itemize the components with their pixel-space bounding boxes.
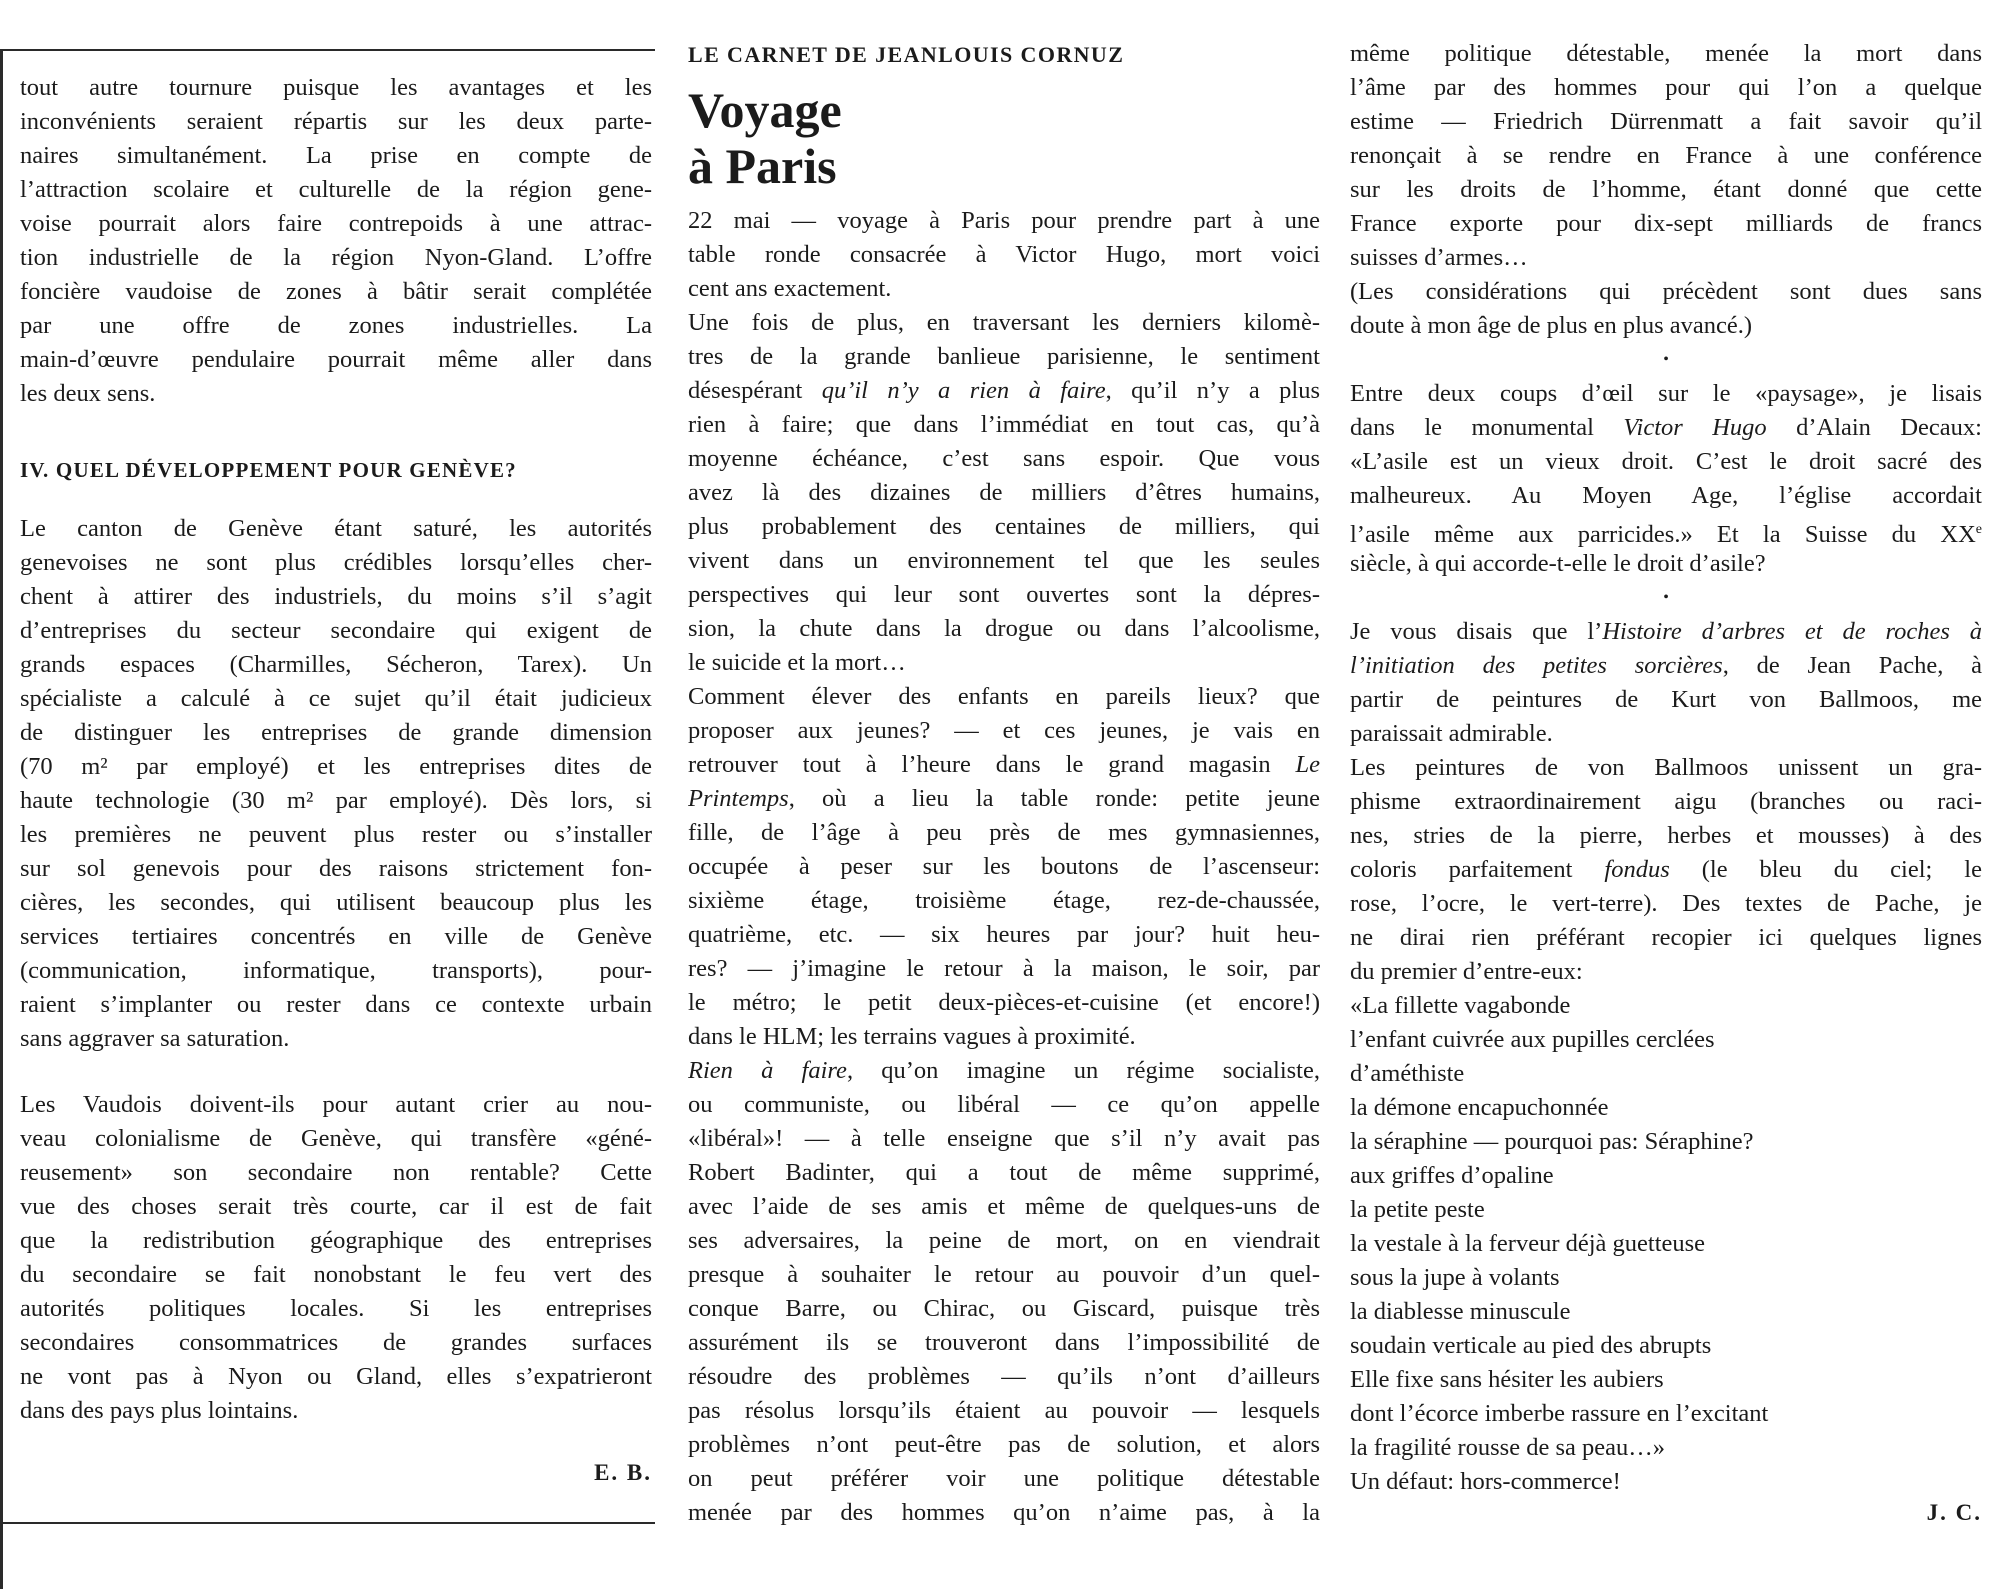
text-run: , qu’on imagine un régime socialiste, xyxy=(846,1057,1320,1084)
text-line: avec l’aide de ses amis et même de quelques-uns de xyxy=(688,1193,1320,1220)
text-line: voise pourrait alors faire contrepoids à une attrac- xyxy=(20,210,652,237)
text-line: res? — j’imagine le retour à la maison, le soir, par xyxy=(688,955,1320,982)
text-line: menée par des hommes qu’on n’aime pas, à la xyxy=(688,1499,1320,1526)
paragraph-1 xyxy=(20,71,652,411)
text-line xyxy=(1350,649,1982,683)
text-line: assurément ils se trouveront dans l’impossibilité de xyxy=(688,1329,1320,1356)
text-line: les deux sens. xyxy=(20,380,156,407)
text-line: sion, la chute dans la drogue ou dans l’alcoolisme, xyxy=(688,615,1320,642)
text-line: conque Barre, ou Chirac, ou Giscard, puisque très xyxy=(688,1295,1320,1322)
text-line: perspectives qui leur sont ouvertes sont la dépres- xyxy=(688,581,1320,608)
text-line: veau colonialisme de Genève, qui transfère «géné- xyxy=(20,1125,652,1152)
text-line: ses adversaires, la peine de mort, on en viendrait xyxy=(688,1227,1320,1254)
text-run: , où a lieu la table ronde: petite jeune xyxy=(788,785,1320,812)
column-border-line xyxy=(0,49,3,1589)
text-line: inconvénients seraient répartis sur les deux parte- xyxy=(20,108,652,135)
text-line: quatrième, etc. — six heures par jour? huit heu- xyxy=(688,921,1320,948)
text-run: (le bleu du ciel; le xyxy=(1669,856,1982,883)
text-line: (communication, informatique, transports), pour- xyxy=(20,957,652,984)
text-line: par une offre de zones industrielles. La xyxy=(20,312,652,339)
poem-line: soudain verticale au pied des abrupts xyxy=(1350,1332,1712,1359)
italic-run: Victor Hugo xyxy=(1623,414,1767,441)
italic-run: Le xyxy=(1295,751,1320,778)
text-line: grands espaces (Charmilles, Sécheron, Tarex). Un xyxy=(20,651,652,678)
text-line: avez là des dizaines de milliers d’êtres humains, xyxy=(688,479,1320,506)
text-line: du secondaire se fait nonobstant le feu vert des xyxy=(20,1261,652,1288)
text-line: foncière vaudoise de zones à bâtir serait complétée xyxy=(20,278,652,305)
text-line: Entre deux coups d’œil sur le «paysage», je lisais xyxy=(1350,380,1982,407)
poem-line: la séraphine — pourquoi pas: Séraphine? xyxy=(1350,1128,1754,1155)
text-line: (Les considérations qui précèdent sont dues sans xyxy=(1350,278,1982,305)
text-line xyxy=(688,374,1320,408)
text-run: Je vous disais que l’ xyxy=(1350,618,1603,645)
text-run: retrouver tout à l’heure dans le grand magasin xyxy=(688,751,1296,778)
paragraph-2 xyxy=(20,512,652,1056)
poem-line: la démone encapuchonnée xyxy=(1350,1094,1609,1121)
text-line: services tertiaires concentrés en ville de Genève xyxy=(20,923,652,950)
headline-line: à Paris xyxy=(688,138,837,194)
text-line: phisme extraordinairement aigu (branches ou raci- xyxy=(1350,788,1982,815)
italic-run: fondus xyxy=(1604,856,1670,883)
signature: J. C. xyxy=(1926,1500,1982,1525)
poem-line: dont l’écorce imberbe rassure en l’excitant xyxy=(1350,1400,1769,1427)
superscript: e xyxy=(1975,522,1982,537)
text-line: main-d’œuvre pendulaire pourrait même aller dans xyxy=(20,346,652,373)
text-line: rien à faire; que dans l’immédiat en tout cas, qu’à xyxy=(688,411,1320,438)
text-line: résoudre des problèmes — qu’ils n’ont d’ailleurs xyxy=(688,1363,1320,1390)
text-line: Le canton de Genève étant saturé, les autorités xyxy=(20,515,652,542)
italic-run: qu’il n’y a rien à faire xyxy=(821,377,1106,404)
text-line: naires simultanément. La prise en compte de xyxy=(20,142,652,169)
text-line: que la redistribution géographique des entreprises xyxy=(20,1227,652,1254)
text-line xyxy=(1350,411,1982,445)
text-line: reusement» son secondaire non rentable? Cette xyxy=(20,1159,652,1186)
text-line: France exporte pour dix-sept milliards de francs xyxy=(1350,210,1982,237)
text-line: ne vont pas à Nyon ou Gland, elles s’expatrieront xyxy=(20,1363,652,1390)
bottom-rule xyxy=(0,1522,655,1524)
text-line: l’âme par des hommes pour qui l’on a quelque xyxy=(1350,74,1982,101)
text-line: Un défaut: hors-commerce! xyxy=(1350,1468,1621,1495)
section-separator: • xyxy=(1663,351,1669,368)
text-line: partir de peintures de Kurt von Ballmoos, me xyxy=(1350,686,1982,713)
text-line xyxy=(1350,853,1982,887)
text-line: nes, stries de la pierre, herbes et mousses) à des xyxy=(1350,822,1982,849)
poem-line: Elle fixe sans hésiter les aubiers xyxy=(1350,1366,1664,1393)
text-line: autorités politiques locales. Si les entreprises xyxy=(20,1295,652,1322)
text-line: problèmes n’ont peut-être pas de solution, et alors xyxy=(688,1431,1320,1458)
poem-line: la petite peste xyxy=(1350,1196,1485,1223)
text-line: Comment élever des enfants en pareils lieux? que xyxy=(688,683,1320,710)
text-line: fille, de l’âge à peu près de mes gymnasiennes, xyxy=(688,819,1320,846)
text-line: table ronde consacrée à Victor Hugo, mort voici xyxy=(688,241,1320,268)
text-line: sur les droits de l’homme, étant donné que cette xyxy=(1350,176,1982,203)
text-line: Les peintures de von Ballmoos unissent un gra- xyxy=(1350,754,1982,781)
text-line: malheureux. Au Moyen Age, l’église accordait xyxy=(1350,482,1982,509)
text-line: l’attraction scolaire et culturelle de la région gene- xyxy=(20,176,652,203)
text-line: cent ans exactement. xyxy=(688,275,892,302)
text-line: le métro; le petit deux-pièces-et-cuisine (et encore!) xyxy=(688,989,1320,1016)
text-line: suisses d’armes… xyxy=(1350,244,1528,271)
text-line: sur sol genevois pour des raisons strictement fon- xyxy=(20,855,652,882)
text-line: même politique détestable, menée la mort dans xyxy=(1350,40,1982,67)
text-line: d’entreprises du secteur secondaire qui exigent de xyxy=(20,617,652,644)
text-line: ne dirai rien préférant recopier ici quelques lignes xyxy=(1350,924,1982,951)
text-line: cières, les secondes, qui utilisent beaucoup plus les xyxy=(20,889,652,916)
section-separator: • xyxy=(1663,589,1669,606)
text-line xyxy=(1350,513,1982,547)
text-line: renonçait à se rendre en France à une conférence xyxy=(1350,142,1982,169)
text-run: , qu’il n’y a plus xyxy=(1105,377,1320,404)
text-line: de distinguer les entreprises de grande dimension xyxy=(20,719,652,746)
text-line: sixième étage, troisième étage, rez-de-chaussée, xyxy=(688,887,1320,914)
text-line: paraissait admirable. xyxy=(1350,720,1553,747)
text-line: «L’asile est un vieux droit. C’est le droit sacré des xyxy=(1350,448,1982,475)
text-line: Une fois de plus, en traversant les derniers kilomè- xyxy=(688,309,1320,336)
text-line: Robert Badinter, qui a tout de même supprimé, xyxy=(688,1159,1320,1186)
text-line: occupée à peser sur les boutons de l’ascenseur: xyxy=(688,853,1320,880)
text-line: 22 mai — voyage à Paris pour prendre part à une xyxy=(688,207,1320,234)
poem-line: l’enfant cuivrée aux pupilles cerclées xyxy=(1350,1026,1715,1053)
text-line: vue des choses serait très courte, car il est de fait xyxy=(20,1193,652,1220)
text-run: d’Alain Decaux: xyxy=(1766,414,1982,441)
italic-run: Rien à faire xyxy=(688,1057,847,1084)
italic-run: l’initiation des petites sorcières xyxy=(1350,652,1723,679)
text-line: genevoises ne sont plus crédibles lorsqu’elles cher- xyxy=(20,549,652,576)
text-run: , de Jean Pache, à xyxy=(1722,652,1982,679)
text-line: Les Vaudois doivent-ils pour autant crier au nou- xyxy=(20,1091,652,1118)
text-line: les premières ne peuvent plus rester ou s’installer xyxy=(20,821,652,848)
text-line xyxy=(688,782,1320,816)
text-line: presque à souhaiter le retour au pouvoir d’un quel- xyxy=(688,1261,1320,1288)
section-heading: IV. QUEL DÉVELOPPEMENT POUR GENÈVE? xyxy=(20,458,517,482)
text-line: proposer aux jeunes? — et ces jeunes, je vais en xyxy=(688,717,1320,744)
text-line xyxy=(688,1054,1320,1088)
column-kicker: LE CARNET DE JEANLOUIS CORNUZ xyxy=(688,42,1125,67)
poem-line: d’améthiste xyxy=(1350,1060,1465,1087)
text-line: rose, l’ocre, le vert-terre). Des textes de Pache, je xyxy=(1350,890,1982,917)
text-line: sans aggraver sa saturation. xyxy=(20,1025,290,1052)
poem-line: «La fillette vagabonde xyxy=(1350,992,1571,1019)
text-line: du premier d’entre-eux: xyxy=(1350,958,1583,985)
italic-run: Histoire d’arbres et de roches à xyxy=(1602,618,1982,645)
text-line: dans le HLM; les terrains vagues à proximité. xyxy=(688,1023,1136,1050)
text-line: vivent dans un environnement tel que les seules xyxy=(688,547,1320,574)
poem-line: aux griffes d’opaline xyxy=(1350,1162,1554,1189)
article-body-continued xyxy=(1350,37,1982,1499)
article-body xyxy=(688,204,1320,1530)
top-rule xyxy=(0,49,655,51)
text-line: chent à attirer des industriels, du moins s’il s’agit xyxy=(20,583,652,610)
text-line: le suicide et la mort… xyxy=(688,649,906,676)
text-line: «libéral»! — à telle enseigne que s’il n’y avait pas xyxy=(688,1125,1320,1152)
text-line: doute à mon âge de plus en plus avancé.) xyxy=(1350,312,1753,339)
text-line: tout autre tournure puisque les avantages et les xyxy=(20,74,652,101)
paragraph-3 xyxy=(20,1088,652,1428)
text-line: secondaires consommatrices de grandes surfaces xyxy=(20,1329,652,1356)
text-run: dans le monumental xyxy=(1350,414,1624,441)
text-line: dans des pays plus lointains. xyxy=(20,1397,299,1424)
poem-line: sous la jupe à volants xyxy=(1350,1264,1560,1291)
poem-line: la diablesse minuscule xyxy=(1350,1298,1571,1325)
text-run: désespérant xyxy=(688,377,822,404)
text-line: siècle, à qui accorde-t-elle le droit d’asile? xyxy=(1350,550,1766,577)
text-line: moyenne échéance, c’est sans espoir. Que vous xyxy=(688,445,1320,472)
text-line: on peut préférer voir une politique détestable xyxy=(688,1465,1320,1492)
text-line: tion industrielle de la région Nyon-Gland. L’offre xyxy=(20,244,652,271)
text-line xyxy=(1350,615,1982,649)
text-line: haute technologie (30 m² par employé). Dès lors, si xyxy=(20,787,652,814)
text-line: tres de la grande banlieue parisienne, le sentiment xyxy=(688,343,1320,370)
headline-line: Voyage xyxy=(688,82,842,138)
article-headline xyxy=(688,82,842,194)
italic-run: Printemps xyxy=(688,785,789,812)
text-line: plus probablement des centaines de milliers, qui xyxy=(688,513,1320,540)
signature: E. B. xyxy=(594,1460,652,1485)
text-line xyxy=(688,748,1320,782)
text-line: ou communiste, ou libéral — ce qu’on appelle xyxy=(688,1091,1320,1118)
text-line: pas résolus lorsqu’ils étaient au pouvoir — lesquels xyxy=(688,1397,1320,1424)
text-line: estime — Friedrich Dürrenmatt a fait savoir qu’il xyxy=(1350,108,1982,135)
text-run: l’asile même aux parricides.» Et la Suisse du XX xyxy=(1350,521,1976,547)
poem-line: la vestale à la ferveur déjà guetteuse xyxy=(1350,1230,1706,1257)
text-run: coloris parfaitement xyxy=(1350,856,1605,883)
poem-line: la fragilité rousse de sa peau…» xyxy=(1350,1434,1665,1461)
text-line: raient s’implanter ou rester dans ce contexte urbain xyxy=(20,991,652,1018)
text-line: spécialiste a calculé à ce sujet qu’il était judicieux xyxy=(20,685,652,712)
text-line: (70 m² par employé) et les entreprises dites de xyxy=(20,753,652,780)
